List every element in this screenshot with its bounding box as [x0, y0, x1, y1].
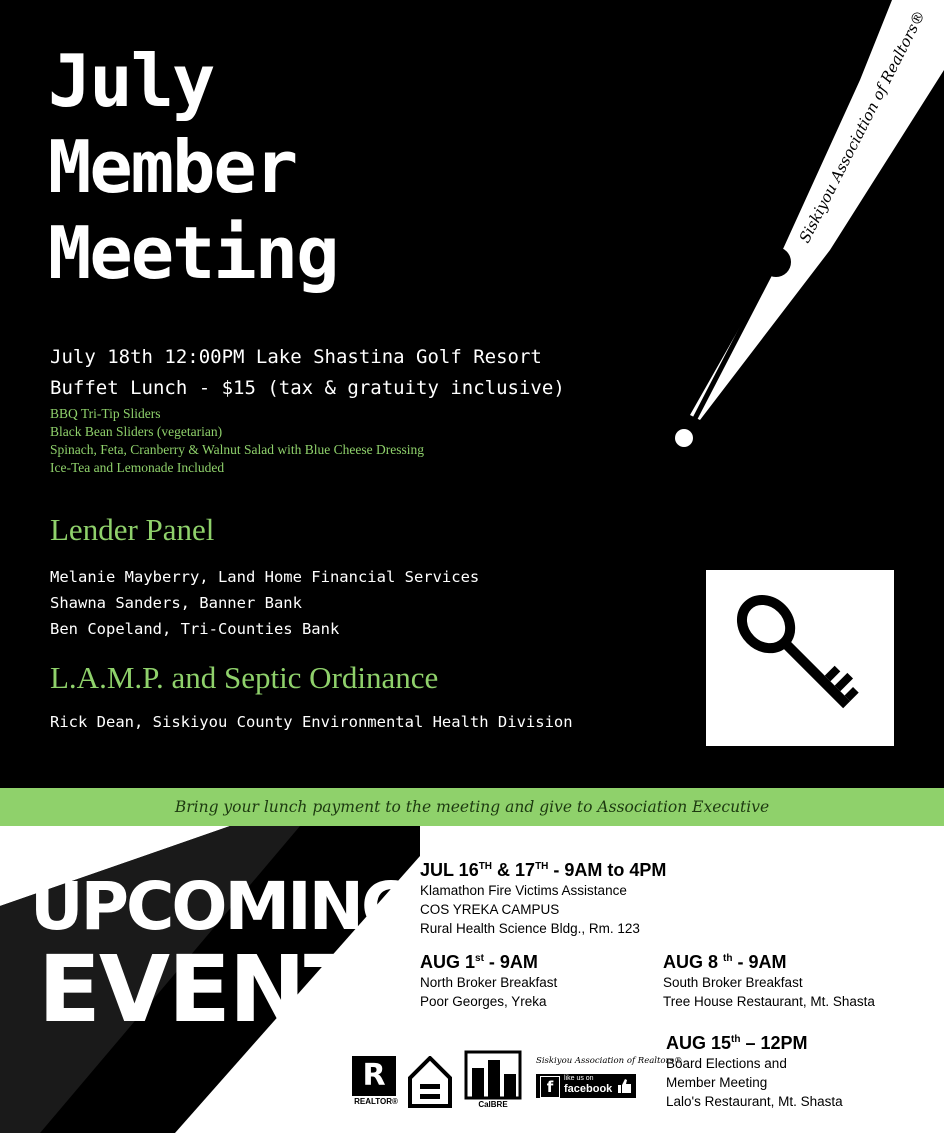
event-date: AUG 15th – 12PM	[666, 1033, 808, 1053]
event-item	[420, 856, 666, 938]
equal-housing-logo	[408, 1056, 452, 1108]
event-line: Klamathon Fire Victims Assistance	[420, 883, 627, 898]
payment-banner-text: Bring your lunch payment to the meeting and give to Association Executive	[174, 798, 770, 816]
lamp-heading: L.A.M.P. and Septic Ordinance	[50, 660, 439, 695]
event-line: Board Elections and	[666, 1056, 787, 1071]
siskiyou-label: Siskiyou Association of Realtors®	[536, 1056, 683, 1066]
event-line: North Broker Breakfast	[420, 975, 558, 990]
fountain-pen-logo	[660, 0, 944, 460]
event-line: COS YREKA CAMPUS	[420, 902, 560, 917]
speaker: Rick Dean, Siskiyou County Environmental Health Division	[50, 713, 573, 731]
panelist: Melanie Mayberry, Land Home Financial Services	[50, 568, 480, 586]
event-line: South Broker Breakfast	[663, 975, 803, 990]
pen-nib-slit	[688, 270, 772, 432]
key-icon-box	[706, 570, 894, 746]
title-line-3: Meeting	[48, 211, 338, 295]
lamp-speaker-list	[50, 709, 573, 735]
facebook-wordmark: facebook	[564, 1083, 613, 1095]
footer-logos	[352, 1048, 683, 1130]
pen-logo-text: Siskiyou Association of Realtors®	[795, 7, 929, 246]
meeting-details	[50, 342, 565, 404]
meeting-date-location: July 18th 12:00PM Lake Shastina Golf Resort	[50, 346, 542, 368]
upcoming-heading: UPCOMING	[30, 868, 413, 945]
event-item	[666, 1029, 843, 1111]
menu-item: Spinach, Feta, Cranberry & Walnut Salad with Blue Cheese Dressing	[50, 442, 424, 457]
facebook-like-text: like us on	[564, 1075, 594, 1082]
lender-panel-list	[50, 564, 479, 642]
event-line: Lalo's Restaurant, Mt. Shasta	[666, 1094, 843, 1109]
page-title	[48, 38, 337, 296]
calbre-logo	[464, 1050, 522, 1114]
menu-item: BBQ Tri-Tip Sliders	[50, 406, 161, 421]
meeting-price: Buffet Lunch - $15 (tax & gratuity inclusive)	[50, 377, 565, 399]
panelist: Ben Copeland, Tri-Counties Bank	[50, 620, 340, 638]
calbre-building-icon	[464, 1050, 522, 1100]
title-line-1: July	[48, 39, 214, 123]
realtor-r-mark: R	[352, 1056, 396, 1096]
menu-item: Black Bean Sliders (vegetarian)	[50, 424, 223, 439]
realtor-label: REALTOR®	[354, 1097, 398, 1106]
event-item	[663, 948, 875, 1011]
payment-banner	[0, 788, 944, 826]
pen-nib-tip	[675, 429, 693, 447]
panelist: Shawna Sanders, Banner Bank	[50, 594, 302, 612]
events-heading: EVENTS	[38, 936, 429, 1043]
lender-panel-heading: Lender Panel	[50, 512, 215, 547]
facebook-icon: f	[540, 1076, 560, 1098]
title-line-2: Member	[48, 125, 297, 209]
thumbs-up-icon	[618, 1078, 632, 1094]
event-date: AUG 1st - 9AM	[420, 952, 538, 972]
event-date: JUL 16TH & 17TH - 9AM to 4PM	[420, 860, 667, 880]
event-item	[420, 948, 557, 1011]
event-date: AUG 8 $^{th}$ - 9AM	[663, 952, 787, 972]
event-line: Tree House Restaurant, Mt. Shasta	[663, 994, 875, 1009]
pen-nib-hole	[761, 247, 791, 277]
event-line: Rural Health Science Bldg., Rm. 123	[420, 921, 640, 936]
realtor-logo	[352, 1056, 398, 1108]
calbre-label: CalBRE	[478, 1100, 508, 1109]
menu-item: Ice-Tea and Lemonade Included	[50, 460, 225, 475]
event-line: Member Meeting	[666, 1075, 768, 1090]
upcoming-events-section	[0, 826, 944, 1133]
key-icon	[706, 570, 894, 746]
event-line: Poor Georges, Yreka	[420, 994, 547, 1009]
lunch-menu	[50, 405, 424, 477]
facebook-like-button[interactable]	[536, 1074, 636, 1098]
